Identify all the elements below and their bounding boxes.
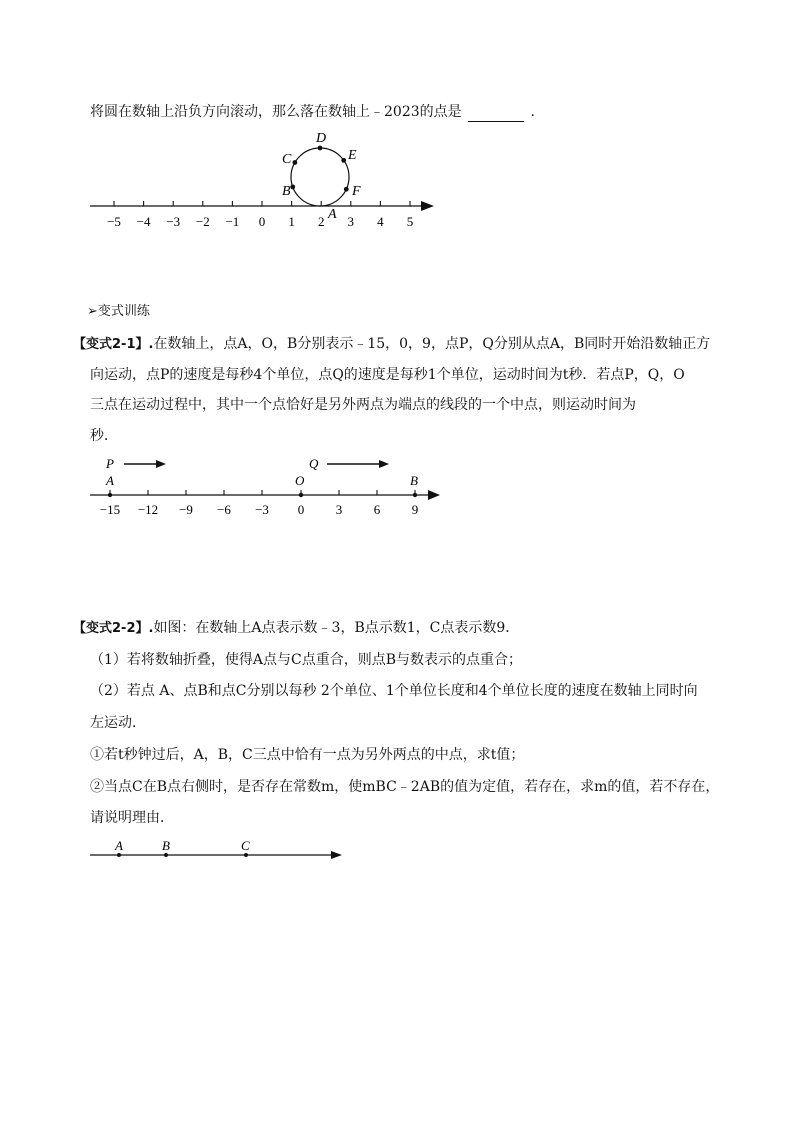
circle-point-e	[341, 158, 346, 163]
tick-label: −3	[166, 214, 181, 229]
label-a: A	[115, 838, 123, 853]
q22-sub1: ①若t秒钟过后，A，B，C三点中恰有一点为另外两点的中点，求t值；	[90, 747, 525, 763]
q22-sub2a: ②当点C在B点右侧时，是否存在常数m，使mBC﹣2AB的值为定值，若存在，求m的值，若不存在，	[90, 779, 720, 795]
q22-tag: 【变式2-2】.	[73, 621, 154, 636]
point-b-dot	[413, 493, 417, 497]
tick-label: −12	[137, 502, 159, 517]
figure-number-line-circle	[0, 125, 794, 365]
q21-line3: 三点在运动过程中，其中一个点恰好是另外两点为端点的线段的一个中点，则运动时间为	[90, 397, 636, 413]
circle-label-c: C	[282, 152, 292, 167]
q21-text1: 在数轴上，点A，O，B分别表示﹣15，0，9，点P，Q分别从点A，B同时开始沿数轴正方	[153, 336, 711, 352]
circle-label-f: F	[352, 184, 361, 199]
section-title: 变式训练	[97, 304, 150, 319]
tick-label: 6	[373, 502, 381, 517]
circle-point-d	[318, 146, 323, 151]
tick-label: −4	[136, 214, 151, 229]
point-o-dot	[299, 493, 303, 497]
tick-label: −1	[225, 214, 240, 229]
q22-text1: 如图：在数轴上A点表示数﹣3，B点示数1，C点表示数9．	[153, 620, 520, 636]
q22-part2b: 左运动．	[90, 715, 146, 731]
axis-arrow	[421, 201, 434, 211]
q21-line4: 秒．	[90, 428, 118, 444]
point-c-dot	[244, 853, 248, 857]
tick-label: −5	[107, 214, 121, 229]
q22-line1	[73, 618, 519, 639]
circle-point-f	[344, 187, 349, 192]
circle-label-d: D	[316, 131, 327, 146]
circle-point-b	[290, 185, 295, 190]
tick-label: 3	[335, 502, 343, 517]
tick-label: 9	[411, 502, 419, 517]
figure-number-line-abc	[0, 835, 794, 875]
point-a-dot	[108, 493, 112, 497]
tick-label: 2	[317, 214, 325, 229]
q21-line2: 向运动，点P的速度是每秒4个单位，点Q的速度是每秒1个单位，运动时间为t秒．若点P，Q，O	[90, 367, 685, 383]
tick-label: 0	[297, 502, 305, 517]
arrow-q-head	[379, 460, 389, 468]
label-b: B	[162, 838, 170, 853]
tick-label: −15	[99, 502, 121, 517]
axis-arrow	[428, 490, 440, 500]
label-o: O	[295, 473, 305, 488]
arrow-bullet-icon: ➢	[87, 304, 98, 319]
tick-label: −6	[217, 502, 231, 517]
label-b: B	[410, 473, 418, 488]
label-p: P	[106, 456, 114, 471]
tick-label: 4	[377, 214, 384, 229]
tick-label: 5	[406, 214, 414, 229]
figure-number-line-pq	[0, 452, 794, 522]
tick-label: 3	[347, 214, 355, 229]
intro-line	[90, 102, 535, 122]
answer-blank	[468, 107, 524, 122]
intro-text: 将圆在数轴上沿负方向滚动，那么落在数轴上﹣2023的点是	[90, 104, 462, 120]
intro-period: .	[530, 104, 535, 120]
q21-line1	[73, 334, 710, 355]
tick-label: −3	[255, 502, 269, 517]
point-a-dot	[117, 853, 121, 857]
q22-part1: （1）若将数轴折叠，使得A点与C点重合，则点B与数表示的点重合；	[90, 652, 523, 668]
circle-label-b: B	[282, 184, 291, 199]
tick-label: −2	[195, 214, 210, 229]
q22-sub2b: 请说明理由．	[90, 810, 174, 826]
axis-arrow	[331, 851, 342, 859]
circle-label-e: E	[348, 148, 357, 163]
tick-label: −9	[179, 502, 193, 517]
q21-tag: 【变式2-1】.	[73, 337, 154, 352]
circle-label-a: A	[328, 207, 337, 222]
label-c: C	[241, 838, 250, 853]
tick-label: 0	[258, 214, 266, 229]
point-b-dot	[164, 853, 168, 857]
label-q: Q	[309, 456, 319, 471]
rolling-circle	[291, 148, 349, 206]
label-a: A	[106, 473, 114, 488]
q22-part2a: （2）若点 A、点B和点C分别以每秒 2个单位、1个单位长度和4个单位长度的速度在数轴上同时向	[90, 683, 698, 699]
section-heading	[87, 302, 150, 322]
arrow-p-head	[156, 460, 166, 468]
circle-point-c	[292, 160, 297, 165]
tick-label: 1	[288, 214, 295, 229]
